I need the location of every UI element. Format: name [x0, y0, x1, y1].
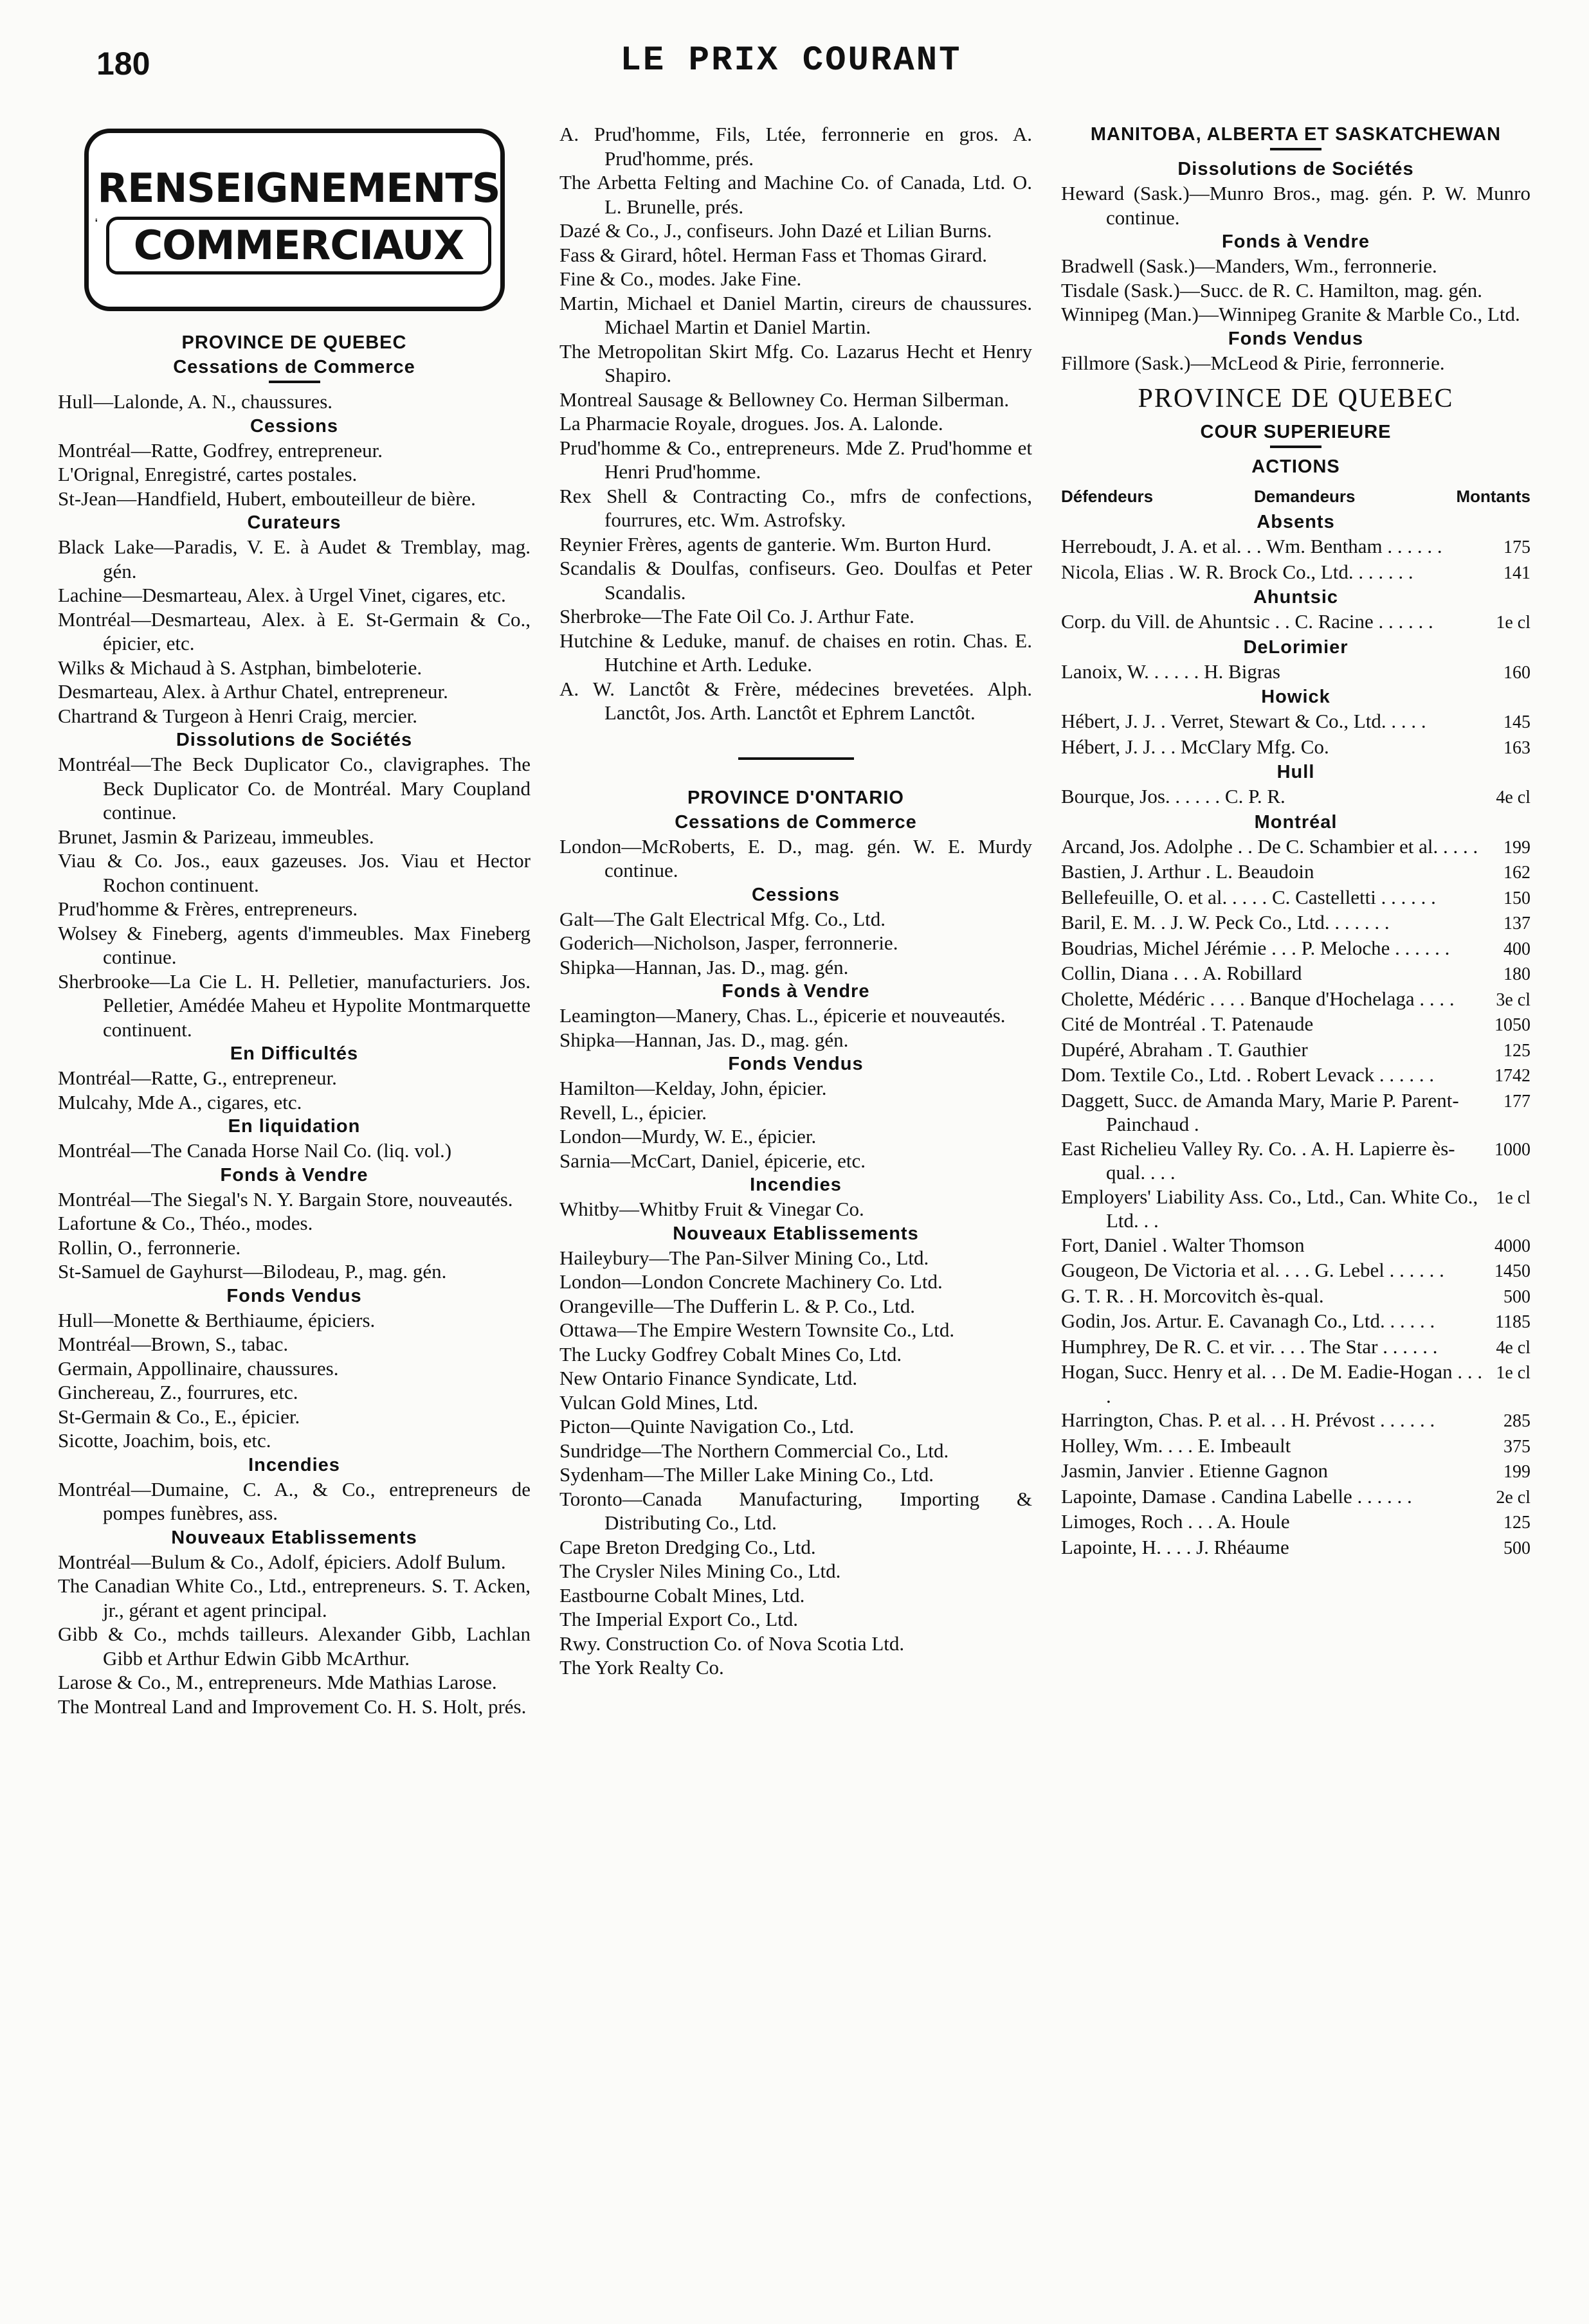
action-parties: Corp. du Vill. de Ahuntsic . . C. Racine . . . . . . [1061, 610, 1433, 633]
action-amount: 500 [1503, 1286, 1530, 1307]
list-item: The Metropolitan Skirt Mfg. Co. Lazarus Hecht et Henry Shapiro. [559, 339, 1032, 386]
action-row [1061, 1459, 1530, 1484]
action-amount: 1e cl [1496, 613, 1530, 633]
list-item: Toronto—Canada Manufacturing, Importing & Distributing Co., Ltd. [559, 1487, 1032, 1534]
list-item: Lafortune & Co., Théo., modes. [58, 1212, 313, 1234]
action-amount: 500 [1503, 1538, 1530, 1558]
list-item: Lachine—Desmarteau, Alex. à Urgel Vinet, cigares, etc. [58, 584, 506, 606]
action-amount: 125 [1503, 1513, 1530, 1533]
action-parties: G. T. R. . H. Morcovitch ès-qual. [1061, 1284, 1324, 1307]
action-amount: 4000 [1494, 1236, 1530, 1256]
action-parties: Employers' Liability Ass. Co., Ltd., Can. White Co., Ltd. . . [1061, 1185, 1478, 1232]
action-parties: Baril, E. M. . J. W. Peck Co., Ltd. . . . . . . [1061, 911, 1390, 933]
column-2 [559, 122, 1032, 2289]
section-heading: Hull [1276, 762, 1315, 782]
action-parties: Cholette, Médéric . . . . Banque d'Hochelaga . . . . [1061, 987, 1455, 1010]
section-heading: Fonds à Vendre [722, 981, 870, 1002]
list-item: Scandalis & Doulfas, confiseurs. Geo. Doulfas et Peter Scandalis. [559, 557, 1032, 604]
action-parties: Hébert, J. J. . . McClary Mfg. Co. [1061, 735, 1329, 758]
section-heading: PROVINCE D'ONTARIO [687, 787, 904, 808]
action-row [1061, 534, 1530, 560]
list-item: Sherbrooke—La Cie L. H. Pelletier, manufacturiers. Jos. Pelletier, Amédée Maheu et Hypolite Montmarquette continuent. [58, 969, 531, 1041]
list-item: A. Prud'homme, Fils, Ltée, ferronnerie en gros. A. Prud'homme, prés. [559, 123, 1032, 170]
list-item: Mulcahy, Mde A., cigares, etc. [58, 1090, 302, 1113]
action-amount: 1050 [1494, 1015, 1530, 1035]
action-amount: 1450 [1494, 1261, 1530, 1281]
list-item: Montréal—Ratte, G., entrepreneur. [58, 1067, 337, 1089]
list-item: Viau & Co. Jos., eaux gazeuses. Jos. Viau et Hector Rochon continuent. [58, 849, 531, 896]
list-item: Montréal—Desmarteau, Alex. à E. St-Germain & Co., épicier, etc. [58, 608, 531, 654]
action-parties: Herreboudt, J. A. et al. . . Wm. Bentham . . . . . . [1061, 535, 1442, 557]
action-amount: 4e cl [1496, 788, 1530, 807]
action-row [1061, 1137, 1530, 1185]
action-parties: Lanoix, W. . . . . . H. Bigras [1061, 660, 1280, 683]
list-item: St-Jean—Handfield, Hubert, embouteilleur de bière. [58, 487, 476, 510]
action-amount: 150 [1503, 888, 1530, 908]
list-item: Montréal—The Beck Duplicator Co., clavigraphes. The Beck Duplicator Co. de Montréal. Mary Coupland continue. [58, 753, 531, 824]
action-parties: Jasmin, Janvier . Etienne Gagnon [1061, 1459, 1328, 1482]
action-row [1061, 1088, 1530, 1137]
list-item: Fass & Girard, hôtel. Herman Fass et Thomas Girard. [559, 243, 987, 266]
list-item: The Montreal Land and Improvement Co. H. S. Holt, prés. [58, 1695, 527, 1718]
list-item: Prud'homme & Frères, entrepreneurs. [58, 897, 358, 920]
list-item: Leamington—Manery, Chas. L., épicerie et nouveautés. [559, 1004, 1006, 1027]
table-header [1061, 485, 1530, 507]
list-item: London—McRoberts, E. D., mag. gén. W. E. Murdy continue. [559, 834, 1032, 881]
list-item: Sundridge—The Northern Commercial Co., Ltd. [559, 1439, 949, 1462]
action-row [1061, 1233, 1530, 1259]
action-row [1061, 987, 1530, 1013]
action-parties: Limoges, Roch . . . A. Houle [1061, 1510, 1290, 1533]
list-item: The Crysler Niles Mining Co., Ltd. [559, 1560, 841, 1582]
action-row [1061, 709, 1530, 735]
list-item: Montréal—Bulum & Co., Adolf, épiciers. Adolf Bulum. [58, 1550, 506, 1573]
list-item: Ginchereau, Z., fourrures, etc. [58, 1381, 298, 1403]
action-row [1061, 1185, 1530, 1233]
heading-rule [1270, 446, 1321, 448]
action-row [1061, 1258, 1530, 1284]
list-item: Eastbourne Cobalt Mines, Ltd. [559, 1583, 805, 1607]
list-item: Hutchine & Leduke, manuf. de chaises en rotin. Chas. E. Hutchine et Arth. Leduke. [559, 629, 1032, 676]
action-amount: 175 [1503, 537, 1530, 557]
list-item: Reynier Frères, agents de ganterie. Wm. Burton Hurd. [559, 532, 992, 555]
list-item: St-Samuel de Gayhurst—Bilodeau, P., mag. gén. [58, 1260, 447, 1283]
action-row [1061, 560, 1530, 586]
province-heading: PROVINCE DE QUEBEC [1138, 384, 1454, 413]
section-heading: ACTIONS [1251, 456, 1340, 477]
list-item: Shipka—Hannan, Jas. D., mag. gén. [559, 955, 849, 978]
list-item: Dazé & Co., J., confiseurs. John Dazé et Lilian Burns. [559, 219, 992, 242]
list-item: Hamilton—Kelday, John, épicier. [559, 1077, 827, 1099]
section-heading: MANITOBA, ALBERTA ET SASKATCHEWAN [1090, 124, 1502, 145]
action-row [1061, 1063, 1530, 1088]
action-row [1061, 1335, 1530, 1360]
heading-rule [269, 381, 320, 383]
logo-line-2: COMMERCIAUX [106, 217, 491, 275]
list-item: Haileybury—The Pan-Silver Mining Co., Ltd. [559, 1246, 929, 1269]
action-row [1061, 735, 1530, 761]
list-item: Cape Breton Dredging Co., Ltd. [559, 1535, 816, 1558]
action-amount: 1000 [1494, 1139, 1530, 1160]
list-item: Fine & Co., modes. Jake Fine. [559, 267, 802, 290]
list-item: Montréal—Ratte, Godfrey, entrepreneur. [58, 438, 383, 462]
list-item: Revell, L., épicier. [559, 1101, 707, 1124]
column-1 [58, 122, 531, 2289]
list-item: London—Murdy, W. E., épicier. [559, 1125, 817, 1148]
section-heading: COUR SUPERIEURE [1200, 422, 1392, 442]
list-item: Montréal—Dumaine, C. A., & Co., entrepreneurs de pompes funèbres, ass. [58, 1477, 531, 1524]
section-heading: Fonds Vendus [1228, 328, 1364, 349]
section-heading: Curateurs [247, 512, 341, 533]
heading-rule [1270, 148, 1321, 150]
action-parties: Bastien, J. Arthur . L. Beaudoin [1061, 860, 1314, 883]
section-heading: DeLorimier [1243, 636, 1348, 658]
list-item: Whitby—Whitby Fruit & Vinegar Co. [559, 1198, 864, 1220]
action-amount: 141 [1503, 563, 1530, 583]
action-row [1061, 1408, 1530, 1434]
section-separator [738, 757, 854, 760]
action-amount: 3e cl [1496, 989, 1530, 1010]
action-amount: 160 [1503, 662, 1530, 683]
action-amount: 1742 [1494, 1066, 1530, 1086]
action-amount: 4e cl [1496, 1337, 1530, 1358]
list-item: Montreal Sausage & Bellowney Co. Herman Silberman. [559, 388, 1010, 411]
list-item: Rwy. Construction Co. of Nova Scotia Ltd. [559, 1632, 905, 1655]
action-amount: 400 [1503, 939, 1530, 959]
action-parties: Harrington, Chas. P. et al. . . H. Prévost . . . . . . [1061, 1409, 1435, 1431]
action-parties: Dom. Textile Co., Ltd. . Robert Levack . . . . . . [1061, 1063, 1435, 1086]
list-item: A. W. Lanctôt & Frère, médecines brevetées. Alph. Lanctôt, Jos. Arth. Lanctôt et Ephrem Lanctôt. [559, 677, 1032, 724]
list-item: Wolsey & Fineberg, agents d'immeubles. Max Fineberg continue. [58, 921, 531, 968]
list-item: Sydenham—The Miller Lake Mining Co., Ltd. [559, 1463, 934, 1486]
list-item: Fillmore (Sask.)—McLeod & Pirie, ferronnerie. [1061, 351, 1445, 374]
list-item: Hull—Lalonde, A. N., chaussures. [58, 390, 333, 413]
action-amount: 199 [1503, 1462, 1530, 1482]
action-row [1061, 1535, 1530, 1561]
action-amount: 162 [1503, 863, 1530, 883]
list-item: Shipka—Hannan, Jas. D., mag. gén. [559, 1028, 849, 1051]
action-amount: 177 [1503, 1091, 1530, 1112]
action-parties: Lapointe, Damase . Candina Labelle . . . . . . [1061, 1484, 1412, 1508]
action-parties: Boudrias, Michel Jérémie . . . P. Meloche . . . . . . [1061, 936, 1450, 959]
action-amount: 180 [1503, 964, 1530, 984]
section-heading: Fonds à Vendre [220, 1164, 368, 1185]
action-row [1061, 834, 1530, 860]
section-heading: Dissolutions de Sociétés [176, 730, 413, 750]
action-parties: Collin, Diana . . . A. Robillard [1061, 962, 1302, 984]
list-item: Sarnia—McCart, Daniel, épicerie, etc. [559, 1149, 866, 1172]
action-parties: Daggett, Succ. de Amanda Mary, Marie P. Parent-Painchaud . [1061, 1088, 1459, 1135]
action-amount: 1185 [1495, 1312, 1530, 1332]
list-item: Wilks & Michaud à S. Astphan, bimbeloterie. [58, 656, 422, 679]
action-parties: Arcand, Jos. Adolphe . . De C. Schambier et al. . . . . [1061, 834, 1478, 858]
action-parties: East Richelieu Valley Ry. Co. . A. H. Lapierre ès-qual. . . . [1061, 1137, 1455, 1184]
list-item: Hull—Monette & Berthiaume, épiciers. [58, 1308, 376, 1331]
action-parties: Bourque, Jos. . . . . . C. P. R. [1061, 785, 1285, 807]
list-item: Gibb & Co., mchds tailleurs. Alexander Gibb, Lachlan Gibb et Arthur Edwin Gibb McArthur. [58, 1623, 531, 1670]
section-heading: PROVINCE DE QUEBEC [181, 332, 407, 353]
action-parties: Hébert, J. J. . Verret, Stewart & Co., Ltd. . . . . [1061, 710, 1426, 732]
list-item: New Ontario Finance Syndicate, Ltd. [559, 1367, 858, 1389]
section-heading: Fonds Vendus [728, 1054, 864, 1074]
column-3 [1061, 122, 1530, 2289]
list-item: Sicotte, Joachim, bois, etc. [58, 1429, 271, 1452]
list-item: Rex Shell & Contracting Co., mfrs de confections, fourrures, etc. Wm. Astrofsky. [559, 484, 1032, 531]
section-heading: Montréal [1254, 811, 1338, 833]
action-row [1061, 784, 1530, 810]
list-item: Larose & Co., M., entrepreneurs. Mde Mathias Larose. [58, 1671, 497, 1693]
list-item: Rollin, O., ferronnerie. [58, 1236, 241, 1259]
action-amount: 375 [1503, 1436, 1530, 1457]
section-heading: Fonds Vendus [226, 1285, 362, 1306]
list-item: Goderich—Nicholson, Jasper, ferronnerie. [559, 932, 898, 954]
amounts-header: Montants [1456, 487, 1530, 506]
section-heading: Cessations de Commerce [173, 357, 415, 377]
action-amount: 199 [1503, 837, 1530, 858]
page-number: 180 [96, 46, 150, 82]
action-amount: 285 [1503, 1411, 1530, 1431]
section-heading: Nouveaux Etablissements [673, 1223, 919, 1244]
action-parties: Holley, Wm. . . . E. Imbeault [1061, 1434, 1291, 1457]
action-parties: Nicola, Elias . W. R. Brock Co., Ltd. . . . . . . [1061, 560, 1413, 583]
list-item: Vulcan Gold Mines, Ltd. [559, 1391, 758, 1414]
action-amount: 1e cl [1496, 1363, 1530, 1383]
list-item: The Arbetta Felting and Machine Co. of Canada, Ltd. O. L. Brunelle, prés. [559, 171, 1032, 218]
page-title: LE PRIX COURANT [620, 41, 962, 80]
logo-line-1: RENSEIGNEMENTS [97, 165, 500, 212]
list-item: Martin, Michael et Daniel Martin, cireurs de chaussures. Michael Martin et Daniel Martin. [559, 291, 1032, 338]
list-item: Montréal—The Siegal's N. Y. Bargain Store, nouveautés. [58, 1187, 513, 1211]
list-item: The Canadian White Co., Ltd., entrepreneurs. S. T. Acken, jr., gérant et agent principal. [58, 1574, 531, 1621]
list-item: Montréal—The Canada Horse Nail Co. (liq. vol.) [58, 1139, 452, 1162]
section-heading: Incendies [750, 1175, 842, 1195]
action-row [1061, 1360, 1530, 1408]
action-row [1061, 1484, 1530, 1510]
list-item: Brunet, Jasmin & Parizeau, immeubles. [58, 825, 374, 848]
plaintiffs-header: Demandeurs [1254, 487, 1356, 506]
list-item: La Pharmacie Royale, drogues. Jos. A. Lalonde. [559, 412, 943, 435]
section-heading: En liquidation [228, 1116, 361, 1137]
section-heading: Nouveaux Etablissements [171, 1527, 417, 1548]
defendants-header: Défendeurs [1061, 487, 1154, 506]
action-amount: 163 [1503, 737, 1530, 758]
list-item: Bradwell (Sask.)—Manders, Wm., ferronnerie. [1061, 255, 1437, 277]
action-parties: Bellefeuille, O. et al. . . . . C. Castelletti . . . . . . [1061, 885, 1436, 908]
action-row [1061, 1434, 1530, 1459]
list-item: Heward (Sask.)—Munro Bros., mag. gén. P. W. Munro continue. [1061, 182, 1530, 229]
action-row [1061, 1012, 1530, 1038]
action-parties: Cité de Montréal . T. Patenaude [1061, 1013, 1314, 1035]
list-item: Orangeville—The Dufferin L. & P. Co., Ltd. [559, 1294, 916, 1317]
action-row [1061, 1509, 1530, 1535]
action-amount: 125 [1503, 1040, 1530, 1061]
section-heading: Absents [1257, 512, 1335, 532]
section-heading: Cessations de Commerce [675, 811, 917, 833]
action-row [1061, 660, 1530, 685]
section-heading: Howick [1261, 687, 1330, 707]
section-heading: Cessions [752, 884, 840, 905]
action-parties: Hogan, Succ. Henry et al. . . De M. Eadie-Hogan . . . . [1061, 1360, 1483, 1407]
action-row [1061, 860, 1530, 885]
action-row [1061, 1309, 1530, 1335]
action-parties: Lapointe, H. . . . J. Rhéaume [1061, 1535, 1289, 1558]
renseignements-logo [84, 129, 505, 311]
action-parties: Dupéré, Abraham . T. Gauthier [1061, 1038, 1308, 1061]
list-item: Black Lake—Paradis, V. E. à Audet & Tremblay, mag. gén. [58, 536, 531, 582]
action-parties: Godin, Jos. Artur. E. Cavanagh Co., Ltd. . . . . . [1061, 1310, 1435, 1332]
section-heading: En Difficultés [230, 1043, 359, 1064]
list-item: Montréal—Brown, S., tabac. [58, 1333, 289, 1355]
action-amount: 2e cl [1496, 1487, 1530, 1508]
list-item: Desmarteau, Alex. à Arthur Chatel, entrepreneur. [58, 680, 448, 703]
list-item: St-Germain & Co., E., épicier. [58, 1405, 300, 1428]
action-parties: Humphrey, De R. C. et vir. . . . The Star . . . . . . [1061, 1335, 1438, 1358]
action-amount: 137 [1503, 914, 1530, 933]
list-item: L'Orignal, Enregistré, cartes postales. [58, 463, 358, 485]
list-item: Sherbroke—The Fate Oil Co. J. Arthur Fate. [559, 605, 914, 627]
section-heading: Fonds à Vendre [1222, 231, 1370, 252]
action-row [1061, 936, 1530, 962]
list-item: Prud'homme & Co., entrepreneurs. Mde Z. Prud'homme et Henri Prud'homme. [559, 436, 1032, 483]
list-item: Winnipeg (Man.)—Winnipeg Granite & Marble Co., Ltd. [1061, 303, 1520, 325]
list-item: Picton—Quinte Navigation Co., Ltd. [559, 1415, 855, 1437]
section-heading: Ahuntsic [1253, 587, 1339, 608]
action-row [1061, 910, 1530, 936]
action-row [1061, 1038, 1530, 1063]
list-item: Tisdale (Sask.)—Succ. de R. C. Hamilton, mag. gén. [1061, 278, 1482, 302]
action-row [1061, 609, 1530, 635]
section-heading: Cessions [250, 415, 338, 437]
action-row [1061, 961, 1530, 987]
list-item: The York Realty Co. [559, 1656, 724, 1679]
list-item: Ottawa—The Empire Western Townsite Co., Ltd. [559, 1319, 955, 1341]
list-item: The Lucky Godfrey Cobalt Mines Co, Ltd. [559, 1342, 902, 1365]
list-item: Chartrand & Turgeon à Henri Craig, mercier. [58, 704, 418, 727]
action-amount: 1e cl [1496, 1187, 1530, 1208]
list-item: Germain, Appollinaire, chaussures. [58, 1356, 339, 1380]
list-item: The Imperial Export Co., Ltd. [559, 1608, 799, 1630]
section-heading: Incendies [248, 1454, 340, 1475]
action-row [1061, 1284, 1530, 1310]
action-amount: 145 [1503, 712, 1530, 732]
action-parties: Gougeon, De Victoria et al. . . . G. Lebel . . . . . . [1061, 1259, 1444, 1281]
list-item: Galt—The Galt Electrical Mfg. Co., Ltd. [559, 907, 886, 930]
list-item: London—London Concrete Machinery Co. Ltd. [559, 1270, 943, 1293]
action-parties: Fort, Daniel . Walter Thomson [1061, 1233, 1305, 1256]
action-row [1061, 885, 1530, 911]
section-heading: Dissolutions de Sociétés [1177, 159, 1414, 179]
